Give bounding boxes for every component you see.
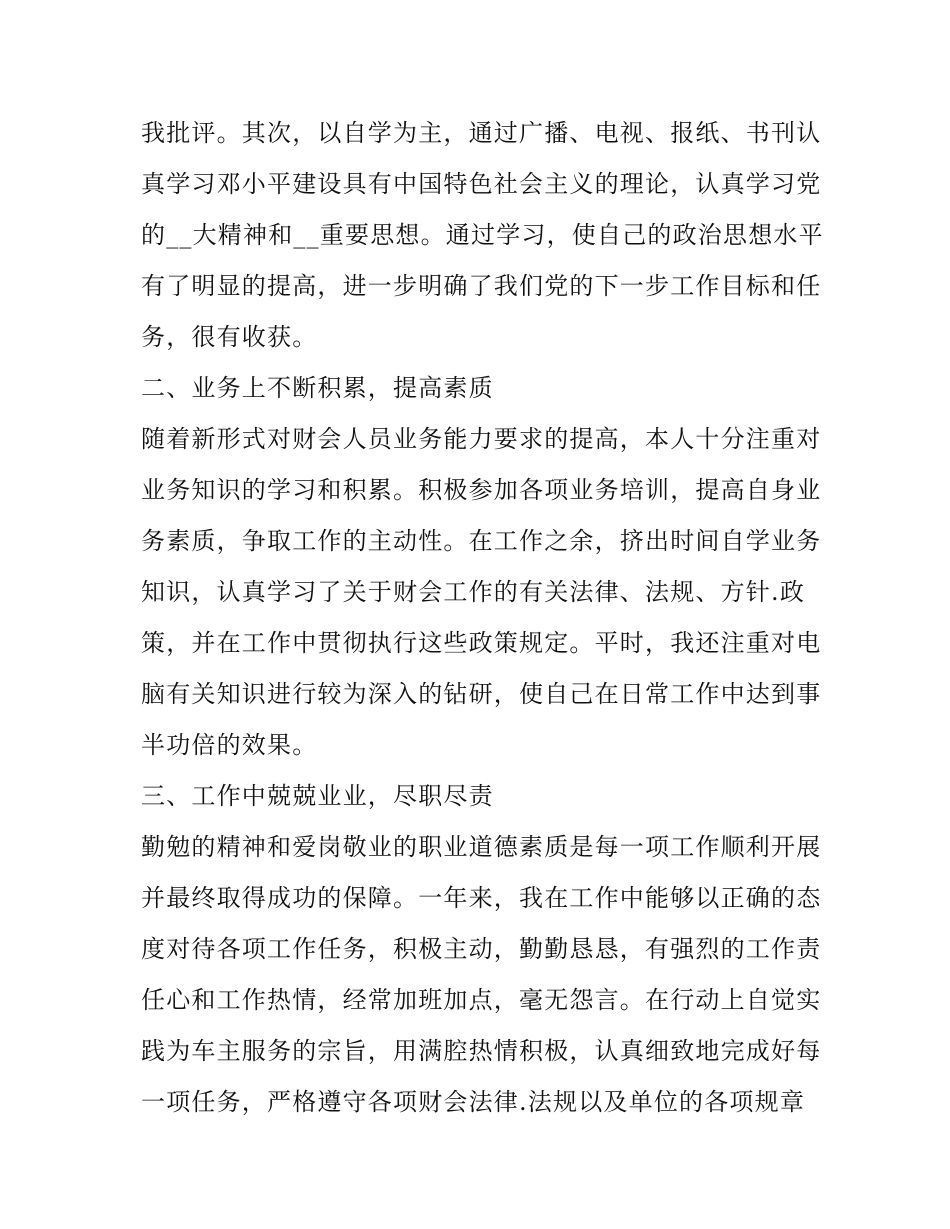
text-line: 一项任务，严格遵守各项财会法律.法规以及单位的各项规章 bbox=[141, 1088, 806, 1116]
text-line: 的__大精神和__重要思想。通过学习，使自己的政治思想水平 bbox=[141, 221, 824, 249]
text-line: 半功倍的效果。 bbox=[141, 731, 318, 759]
text-line: 脑有关知识进行较为深入的钻研，使自己在日常工作中达到事 bbox=[141, 680, 822, 708]
text-line: 随着新形式对财会人员业务能力要求的提高，本人十分注重对 bbox=[141, 425, 822, 453]
section-heading: 三、工作中兢兢业业，尽职尽责 bbox=[141, 782, 494, 810]
text-line: 勤勉的精神和爱岗敬业的职业道德素质是每一项工作顺利开展 bbox=[141, 833, 822, 861]
text-line: 践为车主服务的宗旨，用满腔热情积极，认真细致地完成好每 bbox=[141, 1037, 822, 1065]
text-line: 务，很有收获。 bbox=[141, 323, 318, 351]
text-line: 度对待各项工作任务，积极主动，勤勤恳恳，有强烈的工作责 bbox=[141, 935, 822, 963]
section-heading: 二、业务上不断积累，提高素质 bbox=[141, 374, 494, 402]
text-line: 真学习邓小平建设具有中国特色社会主义的理论，认真学习党 bbox=[141, 170, 822, 198]
text-line: 我批评。其次，以自学为主，通过广播、电视、报纸、书刊认 bbox=[141, 119, 822, 147]
text-line: 任心和工作热情，经常加班加点，毫无怨言。在行动上自觉实 bbox=[141, 986, 822, 1014]
text-line: 有了明显的提高，进一步明确了我们党的下一步工作目标和任 bbox=[141, 272, 822, 300]
text-line: 业务知识的学习和积累。积极参加各项业务培训，提高自身业 bbox=[141, 476, 822, 504]
text-line: 务素质，争取工作的主动性。在工作之余，挤出时间自学业务 bbox=[141, 527, 822, 555]
text-line: 知识，认真学习了关于财会工作的有关法律、法规、方针.政 bbox=[141, 578, 806, 606]
document-body bbox=[141, 108, 824, 1128]
text-line: 策，并在工作中贯彻执行这些政策规定。平时，我还注重对电 bbox=[141, 629, 822, 657]
text-line: 并最终取得成功的保障。一年来，我在工作中能够以正确的态 bbox=[141, 884, 822, 912]
